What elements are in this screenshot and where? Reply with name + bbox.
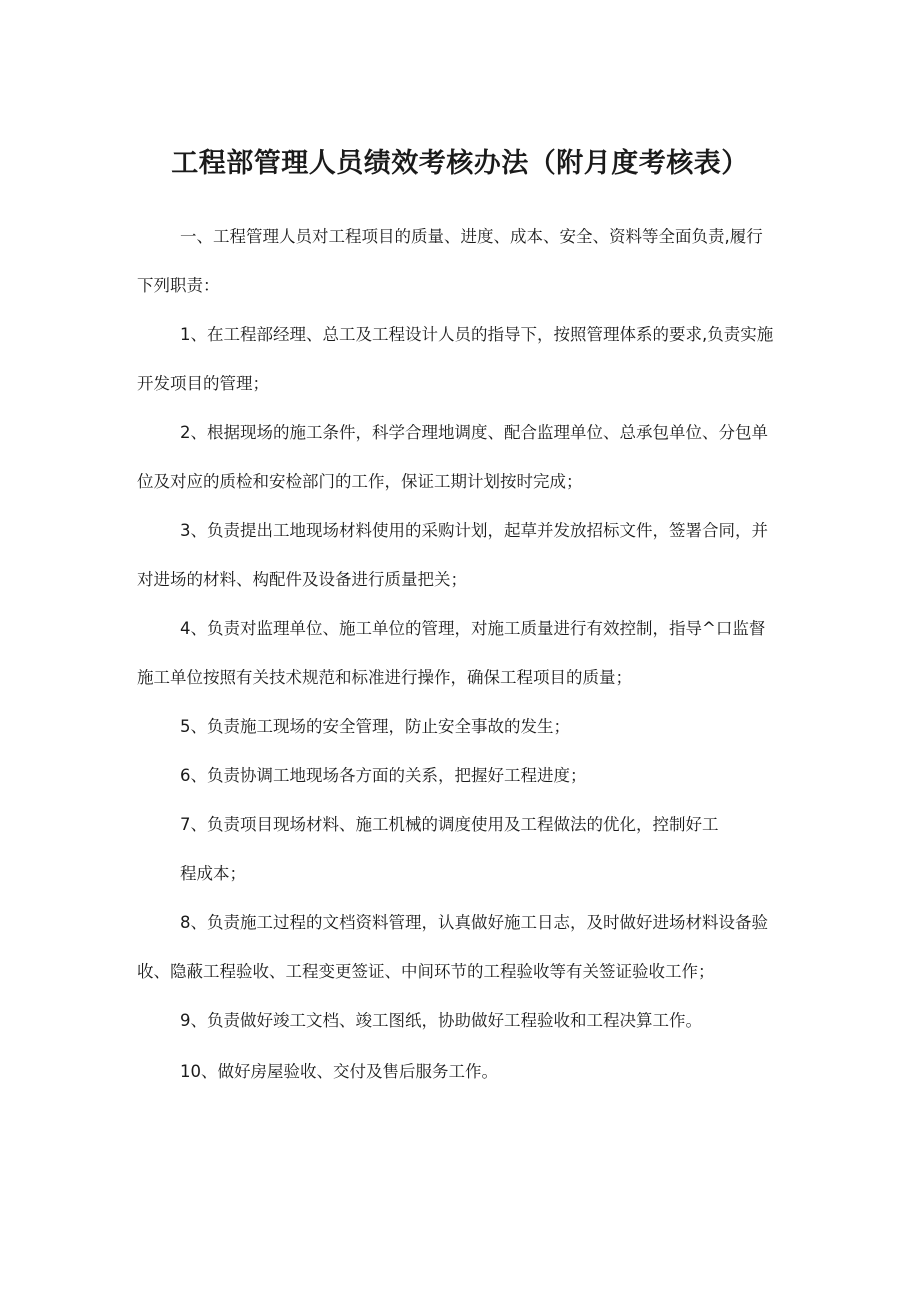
duty-item-7: [137, 800, 787, 898]
duty-item-2-line-2: 位及对应的质检和安检部门的工作，保证工期计划按时完成；: [137, 472, 583, 491]
intro-paragraph: [137, 212, 787, 310]
duty-item-8: [137, 898, 787, 996]
duty-item-4-line-1: 4、负责对监理单位、施工单位的管理，对施工质量进行有效控制，指导^口监督: [180, 619, 766, 638]
duty-item-5: [137, 702, 787, 751]
duty-item-2: [137, 408, 787, 506]
duty-item-1-line-2: 开发项目的管理；: [137, 374, 269, 393]
duty-item-10: [137, 1047, 787, 1096]
duty-item-6: [137, 751, 787, 800]
page-title: 工程部管理人员绩效考核办法（附月度考核表）: [171, 148, 749, 180]
duty-item-2-line-1: 2、根据现场的施工条件，科学合理地调度、配合监理单位、总承包单位、分包单: [180, 423, 768, 442]
duty-item-10-line-1: 10、做好房屋验收、交付及售后服务工作。: [180, 1062, 498, 1081]
duty-item-7-line-2: 程成本；: [180, 864, 246, 883]
duty-item-4: [137, 604, 787, 702]
intro-line-1: 一、工程管理人员对工程项目的质量、进度、成本、安全、资料等全面负责,履行: [180, 227, 763, 246]
duty-item-1-line-1: 1、在工程部经理、总工及工程设计人员的指导下，按照管理体系的要求,负责实施: [180, 325, 774, 344]
duty-item-3: [137, 506, 787, 604]
duty-item-9-line-1: 9、负责做好竣工文档、竣工图纸，协助做好工程验收和工程决算工作。: [180, 1011, 702, 1030]
duty-item-8-line-2: 收、隐蔽工程验收、工程变更签证、中间环节的工程验收等有关签证验收工作；: [137, 962, 715, 981]
duty-item-1: [137, 310, 787, 408]
duty-item-3-line-1: 3、负责提出工地现场材料使用的采购计划，起草并发放招标文件，签署合同，并: [180, 521, 768, 540]
duty-item-6-line-1: 6、负责协调工地现场各方面的关系，把握好工程进度；: [180, 766, 587, 785]
duty-item-5-line-1: 5、负责施工现场的安全管理，防止安全事故的发生；: [180, 717, 570, 736]
duty-item-4-line-2: 施工单位按照有关技术规范和标准进行操作，确保工程项目的质量；: [137, 668, 632, 687]
duty-item-9: [137, 996, 787, 1045]
intro-line-2: 下列职责：: [137, 276, 220, 295]
duty-item-8-line-1: 8、负责施工过程的文档资料管理，认真做好施工日志，及时做好进场材料设备验: [180, 913, 768, 932]
duty-item-7-line-1: 7、负责项目现场材料、施工机械的调度使用及工程做法的优化，控制好工: [180, 815, 719, 834]
duty-item-3-line-2: 对进场的材料、构配件及设备进行质量把关；: [137, 570, 467, 589]
document-body: [137, 212, 787, 1096]
